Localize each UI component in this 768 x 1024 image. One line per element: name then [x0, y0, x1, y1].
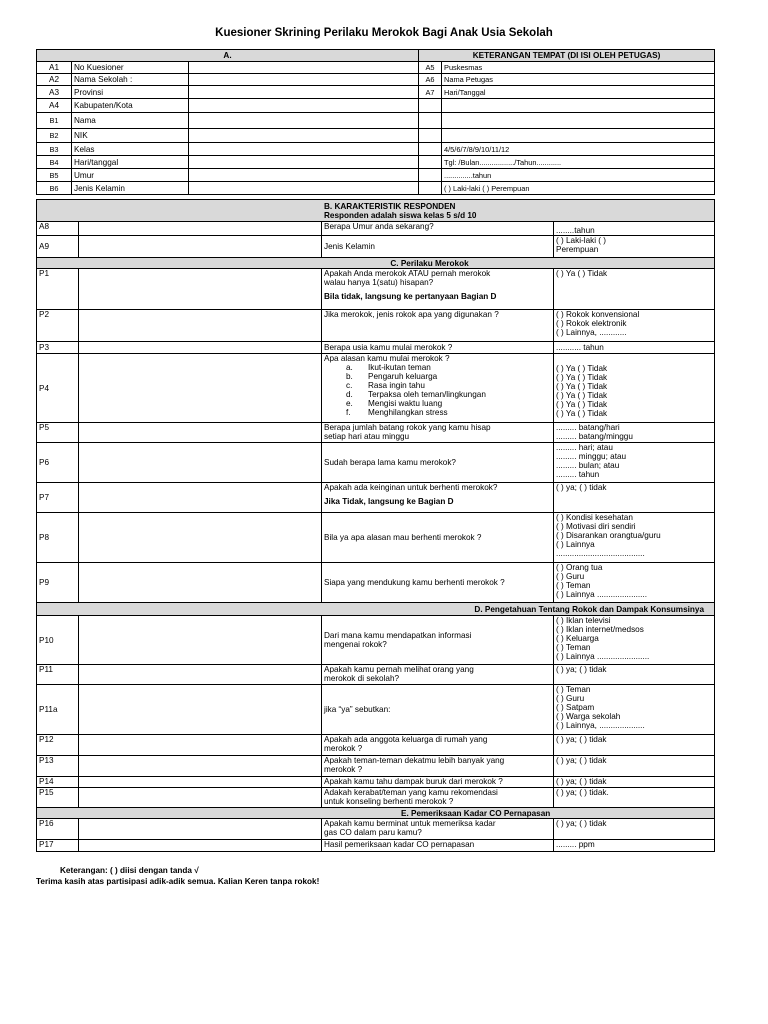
field-input[interactable] — [189, 182, 419, 195]
identity-row — [37, 99, 715, 113]
field-input[interactable] — [189, 74, 419, 86]
question-text: Berapa usia kamu mulai merokok ? — [324, 343, 453, 352]
answer-field[interactable] — [79, 342, 322, 354]
field-label: NIK — [72, 129, 189, 143]
answer-option[interactable]: ( ) Ya ( ) Tidak — [556, 364, 608, 373]
answer-option[interactable]: ( ) Satpam — [556, 703, 595, 712]
field-label: Nama — [72, 113, 189, 129]
field-code — [419, 99, 442, 113]
question-code: P5 — [37, 423, 79, 443]
table-row — [37, 819, 715, 840]
question-code: P7 — [37, 483, 79, 513]
question-text: setiap hari atau minggu — [324, 432, 410, 441]
answer-option[interactable]: ( ) Iklan televisi — [556, 616, 611, 625]
field-input[interactable] — [189, 113, 419, 129]
reason-item — [346, 381, 551, 390]
field-code: B6 — [37, 182, 72, 195]
field-label: Umur — [72, 169, 189, 182]
answer-option[interactable]: ( ) Lainnya, .................... — [556, 721, 645, 730]
answer-option[interactable]: ( ) Orang tua — [556, 563, 603, 572]
answer-option[interactable]: ( ) Ya ( ) Tidak — [556, 409, 608, 418]
field-label: Kabupaten/Kota — [72, 99, 189, 113]
question-text: jika “ya” sebutkan: — [324, 705, 391, 714]
field-code: A7 — [419, 86, 442, 99]
skip-note: Jika Tidak, langsung ke Bagian D — [324, 497, 454, 506]
field-input[interactable] — [189, 156, 419, 169]
reason-letter: d. — [346, 390, 353, 399]
question-text: merokok di sekolah? — [324, 674, 400, 683]
reason-letter: b. — [346, 372, 353, 381]
question-code: P1 — [37, 269, 79, 310]
question-code: P14 — [37, 777, 79, 788]
reason-text: Pengaruh keluarga — [368, 372, 438, 381]
reason-letter: a. — [346, 363, 353, 372]
answer-option[interactable]: ( ) Keluarga — [556, 634, 599, 643]
reason-item — [346, 408, 551, 417]
table-row — [37, 310, 715, 342]
question-code: P11 — [37, 665, 79, 685]
table-row — [37, 756, 715, 777]
question-code: A8 — [37, 222, 79, 236]
table-row — [37, 840, 715, 852]
skip-note: Bila tidak, langsung ke pertanyaan Bagian D — [324, 292, 497, 301]
field-code — [419, 143, 442, 156]
field-value[interactable]: Hari/Tanggal — [442, 86, 715, 99]
question-code: P9 — [37, 563, 79, 603]
answer-option[interactable]: ........tahun — [556, 226, 595, 235]
question-code: P6 — [37, 443, 79, 483]
reason-letter: c. — [346, 381, 353, 390]
field-label: Kelas — [72, 143, 189, 156]
reason-letter: e. — [346, 399, 353, 408]
answer-option[interactable]: ......... ppm — [556, 840, 595, 849]
question-text: Siapa yang mendukung kamu berhenti merokok ? — [324, 578, 505, 587]
question-text: Apakah kamu pernah melihat orang yang — [324, 665, 474, 674]
question-code: P12 — [37, 735, 79, 756]
answer-option[interactable]: ( ) Guru — [556, 694, 585, 703]
answer-option[interactable]: ....................................... — [556, 549, 645, 558]
answer-option[interactable]: ( ) Ya ( ) Tidak — [556, 382, 608, 391]
answer-field[interactable] — [79, 563, 322, 603]
identity-table — [36, 49, 715, 195]
table-row — [37, 269, 715, 310]
keterangan-tempat-header: KETERANGAN TEMPAT (DI ISI OLEH PETUGAS) — [419, 50, 715, 62]
field-label: Jenis Kelamin — [72, 182, 189, 195]
question-code: P15 — [37, 788, 79, 808]
reason-item — [346, 372, 551, 381]
field-code: A3 — [37, 86, 72, 99]
answer-field[interactable] — [79, 788, 322, 808]
answer-field[interactable] — [79, 685, 322, 735]
field-input[interactable] — [189, 99, 419, 113]
answer-field[interactable] — [79, 236, 322, 258]
question-text: Apa alasan kamu mulai merokok ? — [324, 354, 450, 363]
question-text: untuk konseling berhenti merokok ? — [324, 797, 454, 806]
question-text: merokok ? — [324, 744, 363, 753]
question-text: merokok ? — [324, 765, 363, 774]
question-text: Bila ya apa alasan mau berhenti merokok ? — [324, 533, 482, 542]
section-b-subtitle: Responden adalah siswa kelas 5 s/d 10 — [324, 210, 477, 220]
field-code: A2 — [37, 74, 72, 86]
answer-field[interactable] — [79, 423, 322, 443]
answer-field[interactable] — [79, 513, 322, 563]
question-text: Jenis Kelamin — [324, 242, 375, 251]
field-input[interactable] — [189, 62, 419, 74]
field-input[interactable] — [189, 129, 419, 143]
answer-field[interactable] — [79, 443, 322, 483]
answer-field[interactable] — [79, 616, 322, 665]
field-code: A6 — [419, 74, 442, 86]
section-a-header: A. — [37, 50, 419, 62]
field-code: B1 — [37, 113, 72, 129]
reason-item — [346, 399, 551, 408]
identity-row — [37, 74, 715, 86]
table-row — [37, 777, 715, 788]
answer-option[interactable]: ( ) Lainnya, ............ — [556, 328, 627, 337]
identity-row — [37, 182, 715, 195]
question-text: Apakah teman-teman dekatmu lebih banyak yang — [324, 756, 505, 765]
answer-option[interactable]: Perempuan — [556, 245, 599, 254]
answer-option[interactable]: ......... batang/minggu — [556, 432, 633, 441]
answer-option[interactable]: ( ) Teman — [556, 643, 591, 652]
answer-option[interactable]: ( ) Ya ( ) Tidak — [556, 269, 608, 278]
identity-row — [37, 86, 715, 99]
section-c-title: C. Perilaku Merokok — [37, 258, 715, 269]
answer-option[interactable]: ( ) ya; ( ) tidak. — [556, 788, 609, 797]
answer-option[interactable]: ( ) Teman — [556, 581, 591, 590]
answer-field[interactable] — [79, 735, 322, 756]
field-code: B4 — [37, 156, 72, 169]
answer-option[interactable]: ......... minggu; atau — [556, 452, 627, 461]
question-text: Adakah kerabat/teman yang kamu rekomendasi — [324, 788, 498, 797]
answer-field[interactable] — [79, 483, 322, 513]
answer-field[interactable] — [79, 222, 322, 236]
question-code: P2 — [37, 310, 79, 342]
answer-option[interactable]: ( ) Kondisi kesehatan — [556, 513, 633, 522]
answer-field[interactable] — [79, 269, 322, 310]
identity-row — [37, 113, 715, 129]
footer-note: Keterangan: ( ) diisi dengan tanda √ — [60, 866, 199, 875]
answer-option[interactable]: ( ) Ya ( ) Tidak — [556, 391, 608, 400]
question-code: A9 — [37, 236, 79, 258]
answer-field[interactable] — [79, 756, 322, 777]
answer-option[interactable]: ( ) Guru — [556, 572, 585, 581]
field-value[interactable]: ( ) Laki-laki ( ) Perempuan — [442, 182, 715, 195]
question-text: mengenai rokok? — [324, 640, 387, 649]
field-code: B3 — [37, 143, 72, 156]
answer-option[interactable]: ......... bulan; atau — [556, 461, 620, 470]
question-text: walau hanya 1(satu) hisapan? — [324, 278, 434, 287]
answer-option[interactable]: ......... tahun — [556, 470, 600, 479]
reason-text: Mengisi waktu luang — [368, 399, 443, 408]
question-code: P16 — [37, 819, 79, 840]
field-code — [419, 129, 442, 143]
field-value — [442, 113, 715, 129]
question-text: Dari mana kamu mendapatkan informasi — [324, 631, 472, 640]
table-row — [37, 342, 715, 354]
field-label: No Kuesioner — [72, 62, 189, 74]
question-code: P4 — [37, 354, 79, 423]
question-text: gas CO dalam paru kamu? — [324, 828, 422, 837]
answer-option[interactable]: ........... tahun — [556, 343, 604, 352]
question-code: P13 — [37, 756, 79, 777]
question-code: P10 — [37, 616, 79, 665]
answer-option[interactable]: ( ) Ya ( ) Tidak — [556, 400, 608, 409]
reason-text: Ikut-ikutan teman — [368, 363, 431, 372]
answer-option[interactable]: ( ) ya; ( ) tidak — [556, 735, 607, 744]
answer-option[interactable]: ( ) Lainnya — [556, 540, 595, 549]
field-code: A1 — [37, 62, 72, 74]
table-row — [37, 685, 715, 735]
field-code — [419, 169, 442, 182]
table-row — [37, 788, 715, 808]
table-row — [37, 563, 715, 603]
answer-option[interactable]: ( ) Iklan internet/medsos — [556, 625, 644, 634]
question-text: Berapa Umur anda sekarang? — [324, 222, 434, 231]
field-input[interactable] — [189, 143, 419, 156]
question-code: P17 — [37, 840, 79, 852]
question-code: P3 — [37, 342, 79, 354]
answer-field[interactable] — [79, 819, 322, 840]
answer-option[interactable]: ( ) ya; ( ) tidak — [556, 819, 607, 828]
question-text: Apakah Anda merokok ATAU pernah merokok — [324, 269, 491, 278]
field-input[interactable] — [189, 169, 419, 182]
identity-row — [37, 156, 715, 169]
reason-letter: f. — [346, 408, 351, 417]
answer-option[interactable]: ( ) Motivasi diri sendiri — [556, 522, 636, 531]
table-row — [37, 616, 715, 665]
field-code — [419, 156, 442, 169]
question-code: P8 — [37, 513, 79, 563]
answer-option[interactable]: ( ) Ya ( ) Tidak — [556, 373, 608, 382]
table-row — [37, 222, 715, 236]
question-text: Hasil pemeriksaan kadar CO pernapasan — [324, 840, 475, 849]
question-text: Apakah kamu berminat untuk memeriksa kadar — [324, 819, 496, 828]
footer-thanks: Terima kasih atas partisipasi adik-adik semua. Kalian Keren tanpa rokok! — [36, 877, 320, 886]
identity-row — [37, 62, 715, 74]
table-row — [37, 483, 715, 513]
field-value[interactable]: ..............tahun — [442, 169, 715, 182]
table-row — [37, 665, 715, 685]
reason-text: Terpaksa oleh teman/lingkungan — [368, 390, 486, 399]
answer-option[interactable]: ( ) Lainnya ...................... — [556, 590, 648, 599]
answer-field[interactable] — [79, 310, 322, 342]
field-input[interactable] — [189, 86, 419, 99]
answer-option[interactable]: ......... hari; atau — [556, 443, 613, 452]
answer-field[interactable] — [79, 840, 322, 852]
reason-item — [346, 390, 551, 399]
field-code: A4 — [37, 99, 72, 113]
answer-field[interactable] — [79, 777, 322, 788]
field-value — [442, 99, 715, 113]
answer-option[interactable]: ( ) Laki-laki ( ) — [556, 236, 607, 245]
answer-field[interactable] — [79, 665, 322, 685]
field-label: Hari/tanggal — [72, 156, 189, 169]
question-text: Berapa jumlah batang rokok yang kamu hisap — [324, 423, 491, 432]
question-text: Apakah ada keinginan untuk berhenti merokok? — [324, 483, 498, 492]
answer-option[interactable]: ( ) ya; ( ) tidak — [556, 665, 607, 674]
field-value — [442, 129, 715, 143]
field-code: A5 — [419, 62, 442, 74]
table-row — [37, 443, 715, 483]
field-code — [419, 113, 442, 129]
answer-option[interactable]: ( ) Lainnya ....................... — [556, 652, 650, 661]
answer-option[interactable]: ( ) Disarankan orangtua/guru — [556, 531, 661, 540]
section-b-title: B. KARAKTERISTIK RESPONDEN — [324, 201, 456, 211]
question-text: Apakah ada anggota keluarga di rumah yang — [324, 735, 488, 744]
identity-row — [37, 143, 715, 156]
field-code — [419, 182, 442, 195]
table-row — [37, 423, 715, 443]
field-code: B5 — [37, 169, 72, 182]
field-code: B2 — [37, 129, 72, 143]
question-text: Apakah kamu tahu dampak buruk dari merokok ? — [324, 777, 503, 786]
questionnaire-table — [36, 199, 715, 852]
field-label: Nama Sekolah : — [72, 74, 189, 86]
field-value[interactable]: Puskesmas — [442, 62, 715, 74]
section-d-title: D. Pengetahuan Tentang Rokok dan Dampak Konsumsinya — [37, 603, 715, 616]
reason-text: Rasa ingin tahu — [368, 381, 425, 390]
table-row — [37, 354, 715, 423]
identity-row — [37, 169, 715, 182]
answer-field[interactable] — [79, 354, 322, 423]
answer-option[interactable]: ......... batang/hari — [556, 423, 620, 432]
answer-option[interactable]: ( ) Warga sekolah — [556, 712, 621, 721]
answer-option[interactable]: ( ) ya; ( ) tidak — [556, 777, 607, 786]
answer-option[interactable]: ( ) Rokok konvensional — [556, 310, 640, 319]
answer-option[interactable]: ( ) ya; ( ) tidak — [556, 756, 607, 765]
page-title: Kuesioner Skrining Perilaku Merokok Bagi Anak Usia Sekolah — [215, 27, 553, 39]
reason-item — [346, 363, 551, 372]
table-row — [37, 236, 715, 258]
table-row — [37, 735, 715, 756]
table-row — [37, 513, 715, 563]
section-e-title: E. Pemeriksaan Kadar CO Pernapasan — [37, 808, 715, 819]
question-text: Sudah berapa lama kamu merokok? — [324, 458, 456, 467]
answer-option[interactable]: ( ) ya; ( ) tidak — [556, 483, 607, 492]
field-value[interactable]: 4/5/6/7/8/9/10/11/12 — [442, 143, 715, 156]
identity-row — [37, 129, 715, 143]
answer-option[interactable]: ( ) Rokok elektronik — [556, 319, 627, 328]
reason-text: Menghilangkan stress — [368, 408, 448, 417]
question-code: P11a — [37, 685, 79, 735]
field-label: Provinsi — [72, 86, 189, 99]
answer-option[interactable]: ( ) Teman — [556, 685, 591, 694]
field-value[interactable]: Tgl: /Bulan................./Tahun............ — [442, 156, 715, 169]
field-value[interactable]: Nama Petugas — [442, 74, 715, 86]
question-text: Jika merokok, jenis rokok apa yang digunakan ? — [324, 310, 499, 319]
